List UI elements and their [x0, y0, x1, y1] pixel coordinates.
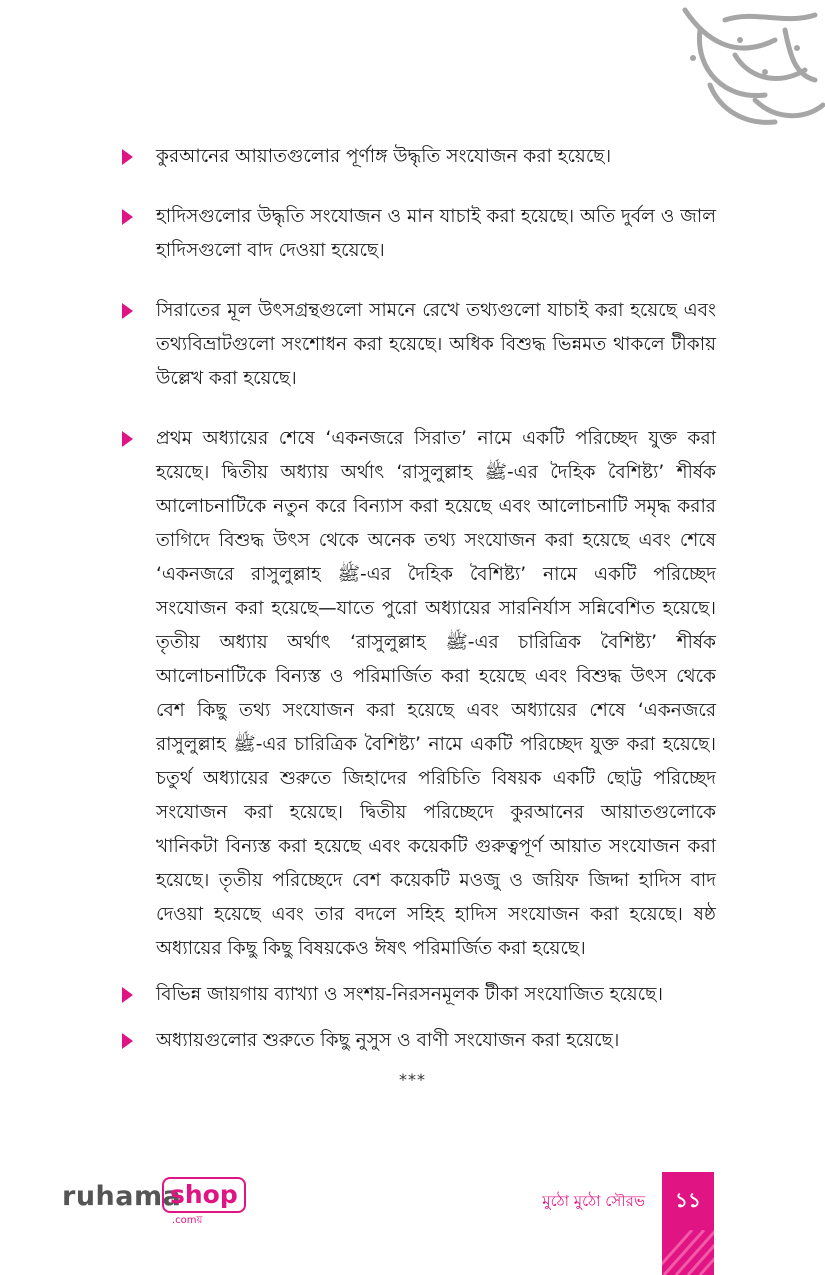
list-item [118, 1024, 716, 1058]
list-item [118, 978, 716, 1012]
list-item-text: প্রথম অধ্যায়ের শেষে ‘একনজরে সিরাত’ নামে একটি পরিচ্ছেদ যুক্ত করা হয়েছে। দ্বিতীয় অধ্যায় অর্থাৎ ‘রাসুলুল্লাহ ﷺ-এর দৈহিক বৈশিষ্ট্য’ শীর্ষক আলোচনাটিকে নতুন করে বিন্যাস করা হয়েছে এবং আলোচনাটি সমৃদ্ধ করার তাগিদে বিশুদ্ধ উৎস থেকে অনেক তথ্য সংযোজন করা হয়েছে এবং শেষে ‘একনজরে রাসুলুল্লাহ ﷺ-এর দৈহিক বৈশিষ্ট্য’ নামে একটি পরিচ্ছেদ সংযোজন করা হয়েছে—যাতে পুরো অধ্যায়ের সারনির্যাস সন্নিবেশিত হয়েছে। তৃতীয় অধ্যায় অর্থাৎ ‘রাসুলুল্লাহ ﷺ-এর চারিত্রিক বৈশিষ্ট্য’ শীর্ষক আলোচনাটিকে বিন্যস্ত ও পরিমার্জিত করা হয়েছে এবং বিশুদ্ধ উৎস থেকে বেশ কিছু তথ্য সংযোজন করা হয়েছে এবং অধ্যায়ের শেষে ‘একনজরে রাসুলুল্লাহ ﷺ-এর চারিত্রিক বৈশিষ্ট্য’ নামে একটি পরিচ্ছেদ যুক্ত করা হয়েছে। চতুর্থ অধ্যায়ের শুরুতে জিহাদের পরিচিতি বিষয়ক একটি ছোট্ট পরিচ্ছেদ সংযোজন করা হয়েছে। দ্বিতীয় পরিচ্ছেদে কুরআনের আয়াতগুলোকে খানিকটা বিন্যস্ত করা হয়েছে এবং কয়েকটি গুরুত্বপূর্ণ আয়াত সংযোজন করা হয়েছে। তৃতীয় পরিচ্ছেদে বেশ কয়েকটি মওজু ও জয়িফ জিদ্দা হাদিস বাদ দেওয়া হয়েছে এবং তার বদলে সহিহ হাদিস সংযোজন করা হয়েছে। ষষ্ঠ অধ্যায়ের কিছু কিছু বিষয়কেও ঈষৎ পরিমার্জিত করা হয়েছে। [156, 428, 717, 959]
running-title: মুঠো মুঠো সৌরভ [542, 1192, 645, 1210]
stripe-pattern [662, 1230, 714, 1275]
list-item-text: কুরআনের আয়াতগুলোর পূর্ণাঙ্গ উদ্ধৃতি সংযোজন করা হয়েছে। [156, 146, 612, 167]
logo-shop-badge: shop [162, 1177, 246, 1213]
section-separator: *** [399, 1070, 426, 1089]
page-number: ১১ [675, 1188, 701, 1212]
main-content [118, 140, 716, 1070]
list-item-text: অধ্যায়গুলোর শুরুতে কিছু নুসুস ও বাণী সংযোজন করা হয়েছে। [156, 1030, 620, 1051]
logo-wordmark: ruhama [62, 1181, 182, 1212]
triangle-bullet-icon [122, 987, 133, 1003]
list-item [118, 200, 716, 268]
list-item [118, 140, 716, 174]
logo-domain: .comয় [172, 1215, 203, 1226]
triangle-bullet-icon [122, 1033, 133, 1049]
triangle-bullet-icon [122, 303, 133, 319]
list-item [118, 294, 716, 396]
list-item-text: বিভিন্ন জায়গায় ব্যাখ্যা ও সংশয়-নিরসনমূলক টীকা সংযোজিত হয়েছে। [156, 984, 663, 1005]
list-item-text: হাদিসগুলোর উদ্ধৃতি সংযোজন ও মান যাচাই করা হয়েছে। অতি দুর্বল ও জাল হাদিসগুলো বাদ দেওয়া হয়েছে। [156, 206, 716, 261]
list-item-text: সিরাতের মূল উৎসগ্রন্থগুলো সামনে রেখে তথ্যগুলো যাচাই করা হয়েছে এবং তথ্যবিভ্রাটগুলো সংশোধন করা হয়েছে। অধিক বিশুদ্ধ ভিন্নমত থাকলে টীকায় উল্লেখ করা হয়েছে। [156, 300, 716, 389]
triangle-bullet-icon [122, 149, 133, 165]
calligraphy-ornament [665, 0, 825, 130]
triangle-bullet-icon [122, 431, 133, 447]
list-item [118, 422, 716, 966]
page-number-tab [662, 1172, 714, 1275]
triangle-bullet-icon [122, 209, 133, 225]
